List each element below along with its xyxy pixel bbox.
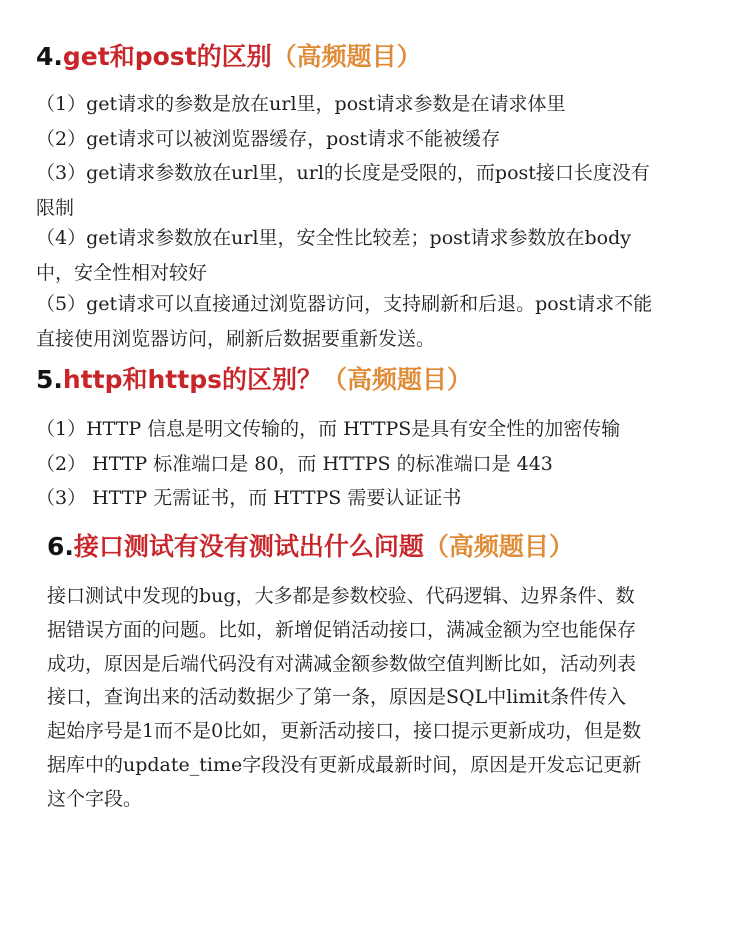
section-5-item-1-line-1: （1）HTTP 信息是明文传输的，而 HTTPS是具有安全性的加密传输: [36, 418, 621, 440]
section-6-paragraph: [47, 580, 727, 817]
section-4-number: 4.: [36, 42, 63, 71]
section-6-paragraph-line-3: 成功，原因是后端代码没有对满减金额参数做空值判断比如，活动列表: [47, 652, 637, 675]
section-4-item-4-line-1: （4）get请求参数放在url里，安全性比较差；post请求参数放在body: [36, 227, 632, 249]
section-4-item-4: [36, 221, 631, 291]
section-4-item-5: [36, 287, 652, 357]
section-5-number: 5.: [36, 365, 63, 394]
section-5-item-1: [36, 412, 620, 447]
section-6-paragraph-line-6: 据库中的update_time字段没有更新成最新时间，原因是开发忘记更新: [47, 753, 642, 776]
section-4-item-3: [36, 156, 650, 226]
section-4-item-3-line-2: 限制: [36, 197, 75, 219]
section-4-item-2-line-1: （2）get请求可以被浏览器缓存，post请求不能被缓存: [36, 128, 501, 150]
section-4-tag: （高频题目）: [271, 42, 422, 71]
section-4-item-5-line-1: （5）get请求可以直接通过浏览器访问，支持刷新和后退。post请求不能: [36, 293, 653, 315]
section-4-heading: [36, 40, 422, 74]
section-6-title: 接口测试有没有测试出什么问题: [73, 532, 424, 561]
section-6-paragraph-line-5: 起始序号是1而不是0比如，更新活动接口，接口提示更新成功，但是数: [47, 720, 642, 743]
section-6-paragraph-line-4: 接口，查询出来的活动数据少了第一条，原因是SQL中limit条件传入: [47, 686, 627, 709]
section-6-paragraph-line-1: 接口测试中发现的bug，大多都是参数校验、代码逻辑、边界条件、数: [47, 585, 635, 607]
section-5-item-3: [36, 481, 461, 516]
section-6-paragraph-line-2: 据错误方面的问题。比如，新增促销活动接口，满减金额为空也能保存: [47, 618, 637, 641]
section-6-paragraph-line-7: 这个字段。: [47, 787, 143, 810]
section-4-item-1-line-1: （1）get请求的参数是放在url里，post请求参数是在请求体里: [36, 93, 566, 115]
section-5-item-2: [36, 447, 553, 482]
section-4-item-2: [36, 122, 500, 157]
section-4-item-1: [36, 87, 566, 122]
section-5-title: http和https的区别？: [62, 365, 322, 394]
section-4-title: get和post的区别: [62, 42, 272, 71]
section-4-item-3-line-1: （3）get请求参数放在url里，url的长度是受限的，而post接口长度没有: [36, 162, 650, 184]
section-6-tag: （高频题目）: [423, 532, 574, 561]
section-5-item-2-line-1: （2） HTTP 标准端口是 80，而 HTTPS 的标准端口是 443: [36, 453, 553, 475]
section-5-item-3-line-1: （3） HTTP 无需证书，而 HTTPS 需要认证证书: [36, 487, 462, 509]
section-5-heading: [36, 363, 472, 397]
section-4-item-5-line-2: 直接使用浏览器访问，刷新后数据要重新发送。: [36, 328, 436, 350]
section-4-item-4-line-2: 中，安全性相对较好: [36, 262, 208, 284]
section-5-tag: （高频题目）: [321, 365, 472, 394]
section-6-number: 6.: [47, 532, 74, 561]
section-6-heading: [47, 530, 574, 564]
